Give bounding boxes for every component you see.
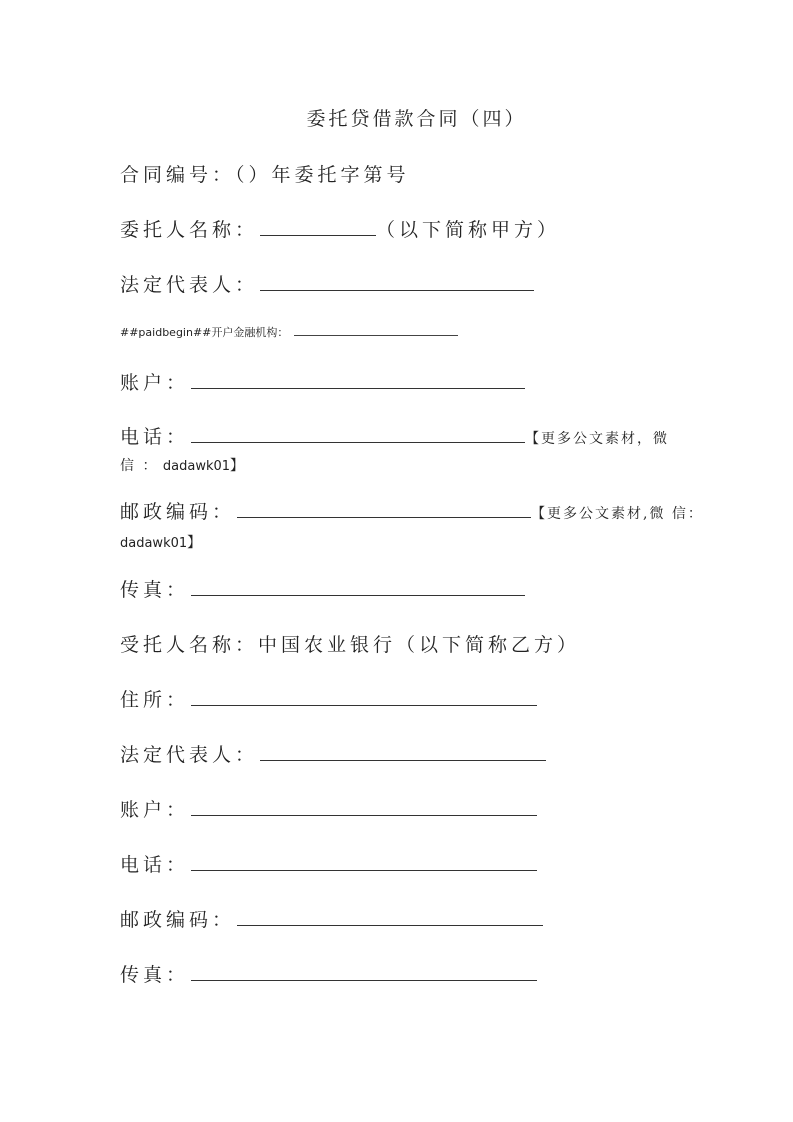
party-b-postcode-label: 邮政编码： bbox=[120, 909, 236, 931]
party-a-phone-line bbox=[120, 422, 669, 449]
party-b-address-blank[interactable] bbox=[191, 687, 537, 706]
party-b-phone-line bbox=[120, 850, 537, 877]
party-a-fax-label: 传真： bbox=[120, 579, 190, 601]
phone-note-prefix: 信 ： bbox=[120, 458, 159, 474]
party-b-legal-rep-label: 法定代表人： bbox=[120, 744, 259, 766]
party-a-fax-line bbox=[120, 575, 525, 602]
party-b-address-label: 住所： bbox=[120, 689, 190, 711]
party-a-account-line bbox=[120, 368, 525, 395]
party-b-phone-blank[interactable] bbox=[191, 852, 537, 871]
party-a-legal-rep-label: 法定代表人： bbox=[120, 274, 259, 296]
party-b-legal-rep-blank[interactable] bbox=[260, 742, 546, 761]
party-a-postcode-label: 邮政编码： bbox=[120, 501, 236, 523]
party-a-postcode-blank[interactable] bbox=[237, 499, 531, 518]
postcode-note-wechat-id: dadawk01 bbox=[120, 536, 188, 551]
party-b-name: 受托人名称：中国农业银行（以下简称乙方） bbox=[120, 634, 581, 656]
party-b-fax-line bbox=[120, 960, 537, 987]
party-b-fax-blank[interactable] bbox=[191, 962, 537, 981]
document-title: 委托贷借款合同（四） bbox=[306, 108, 527, 130]
party-a-account-blank[interactable] bbox=[191, 370, 525, 389]
party-a-bank-blank[interactable] bbox=[294, 325, 458, 336]
party-b-name-line bbox=[120, 630, 580, 657]
party-b-account-label: 账户： bbox=[120, 799, 190, 821]
party-b-account-blank[interactable] bbox=[191, 797, 537, 816]
party-a-postcode-note-cont bbox=[120, 532, 203, 552]
party-a-legal-rep-line bbox=[120, 270, 534, 297]
party-b-legal-rep-line bbox=[120, 740, 546, 767]
contract-number: 合同编号：（）年委托字第号 bbox=[120, 164, 410, 186]
party-a-name-line bbox=[120, 215, 560, 242]
party-b-fax-label: 传真： bbox=[120, 964, 190, 986]
party-a-postcode-note: 【更多公文素材,微 信： bbox=[531, 506, 704, 522]
party-a-phone-note: 【更多公文素材，微 bbox=[525, 431, 670, 447]
party-a-name-suffix: （以下简称甲方） bbox=[376, 219, 561, 241]
party-b-address-line bbox=[120, 685, 537, 712]
party-a-phone-label: 电话： bbox=[120, 426, 190, 448]
phone-note-wechat-id: dadawk01 bbox=[162, 459, 231, 474]
party-b-postcode-line bbox=[120, 905, 543, 932]
party-a-name-blank[interactable] bbox=[260, 217, 376, 236]
phone-note-suffix: 】 bbox=[230, 458, 247, 474]
postcode-note-suffix: 】 bbox=[187, 535, 204, 551]
party-a-account-label: 账户： bbox=[120, 372, 190, 394]
party-b-phone-label: 电话： bbox=[120, 854, 190, 876]
party-a-phone-note-cont bbox=[120, 455, 246, 475]
party-b-postcode-blank[interactable] bbox=[237, 907, 543, 926]
party-a-legal-rep-blank[interactable] bbox=[260, 272, 534, 291]
party-b-account-line bbox=[120, 795, 537, 822]
party-a-fax-blank[interactable] bbox=[191, 577, 525, 596]
party-a-bank-line bbox=[120, 324, 458, 340]
party-a-name-label: 委托人名称： bbox=[120, 219, 259, 241]
contract-number-line bbox=[120, 160, 410, 187]
party-a-bank-label: ##paidbegin##开户金融机构： bbox=[120, 326, 289, 339]
party-a-phone-blank[interactable] bbox=[191, 424, 525, 443]
party-a-postcode-line bbox=[120, 497, 704, 524]
